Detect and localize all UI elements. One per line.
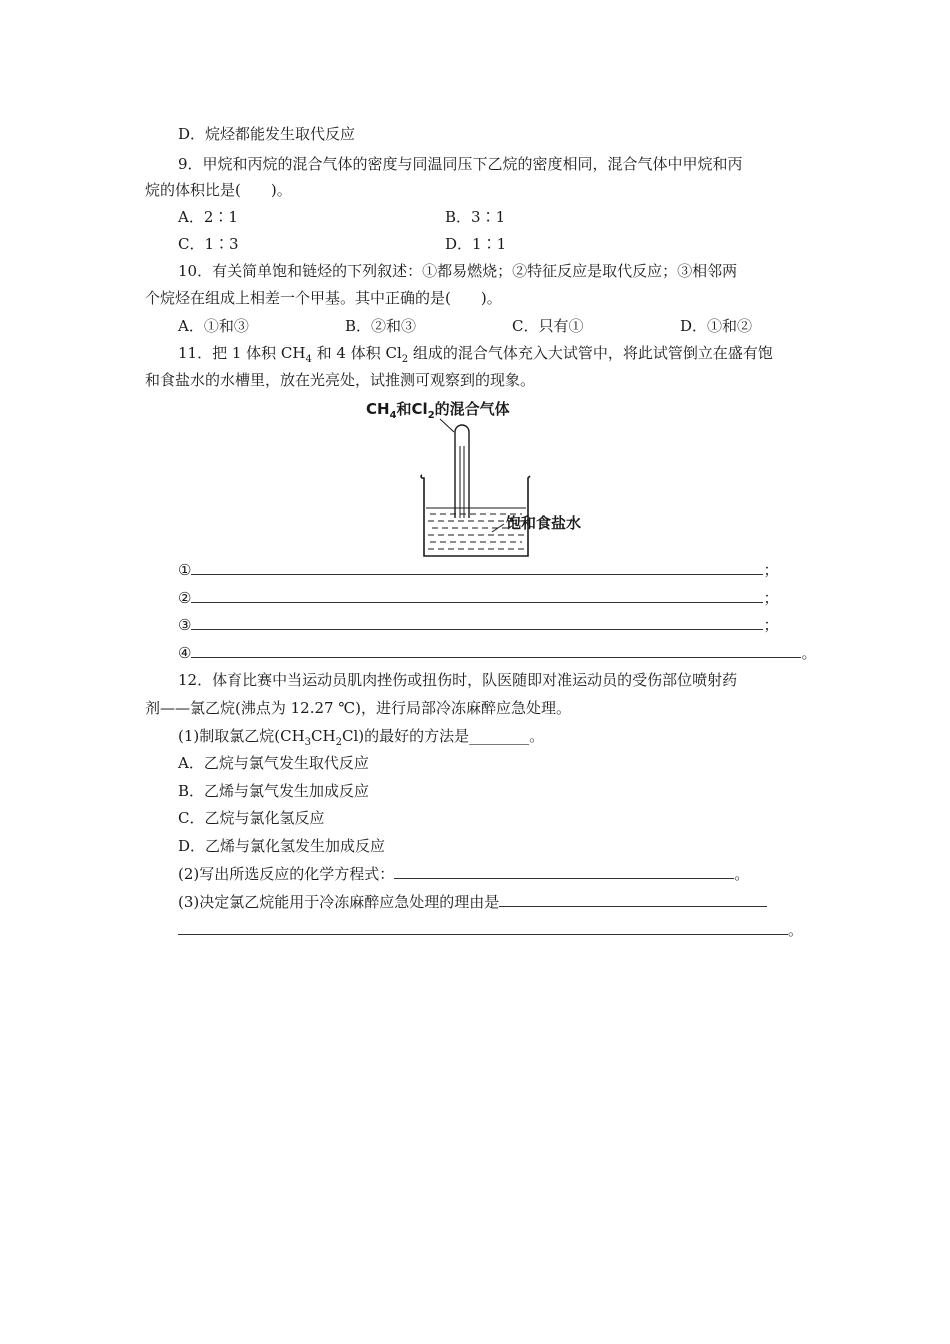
answer-blank[interactable]	[191, 615, 763, 630]
q10-option-b: B．②和③	[345, 317, 417, 335]
answer-blank[interactable]	[191, 560, 763, 575]
q10-option-c: C．只有①	[512, 317, 584, 335]
q12-part1: (1)制取氯乙烷$(CH_3CH_2Cl)$的最好的方法是________。	[178, 727, 545, 748]
q10-option-d: D．①和②	[680, 317, 753, 335]
gas-mixture-label: $CH_4$和$Cl_2$的混合气体	[366, 400, 510, 421]
q12-part3-continued: 。	[178, 920, 803, 940]
q12-part2: (2)写出所选反应的化学方程式： 。	[178, 865, 750, 883]
experiment-figure	[366, 398, 610, 568]
q10-stem-line1: 10．有关简单饱和链烃的下列叙述：①都易燃烧；②特征反应是取代反应；③相邻两	[178, 262, 738, 280]
q11-answer-3: ③ ；	[178, 616, 779, 634]
q10-stem-line2: 个烷烃在组成上相差一个甲基。其中正确的是( )。	[145, 289, 502, 307]
test-tube	[455, 425, 469, 518]
q12-stem-line1: 12．体育比赛中当运动员肌肉挫伤或扭伤时，队医随即对准运动员的受伤部位喷射药	[178, 671, 738, 689]
q11-answer-2: ② ；	[178, 589, 779, 607]
q10-option-a: A．①和③	[178, 317, 249, 335]
reason-blank[interactable]	[499, 892, 767, 907]
q11-answer-1: ① ；	[178, 561, 779, 579]
q11-stem-line2: 和食盐水的水槽里，放在光亮处，试推测可观察到的现象。	[145, 371, 536, 389]
equation-blank[interactable]	[394, 864, 734, 879]
saline-water-label: 饱和食盐水	[506, 514, 582, 532]
answer-blank[interactable]	[191, 643, 801, 658]
q11-stem-line1: 11．把 1 体积 $CH_4$ 和 4 体积 $Cl_2$ 组成的混合气体充入大试管中，将此试管倒立在盛有饱	[178, 344, 773, 365]
gas-label-pointer	[440, 419, 454, 432]
q9-stem-line1: 9．甲烷和丙烷的混合气体的密度与同温同压下乙烷的密度相同，混合气体中甲烷和丙	[178, 155, 743, 173]
answer-blank[interactable]	[191, 588, 763, 603]
q12-part3: (3)决定氯乙烷能用于冷冻麻醉应急处理的理由是	[178, 892, 767, 912]
q9-option-b: B．3∶1	[445, 208, 506, 226]
q12-option-d: D．乙烯与氯化氢发生加成反应	[178, 837, 386, 855]
q12-stem-line2: 剂——氯乙烷(沸点为 12.27 ℃)，进行局部冷冻麻醉应急处理。	[145, 699, 571, 717]
q12-option-c: C．乙烷与氯化氢反应	[178, 809, 325, 827]
q8-option-d: D．烷烃都能发生取代反应	[178, 125, 356, 143]
q9-stem-line2: 烷的体积比是( )。	[145, 181, 292, 199]
q11-answer-4: ④ 。	[178, 644, 817, 662]
q9-option-c: C．1∶3	[178, 235, 239, 253]
q9-option-d: D．1∶1	[445, 235, 507, 253]
reason-blank-continued[interactable]	[178, 920, 788, 935]
q12-option-a: A．乙烷与氯气发生取代反应	[178, 754, 369, 772]
q12-option-b: B．乙烯与氯气发生加成反应	[178, 782, 370, 800]
q9-option-a: A．2∶1	[178, 208, 238, 226]
